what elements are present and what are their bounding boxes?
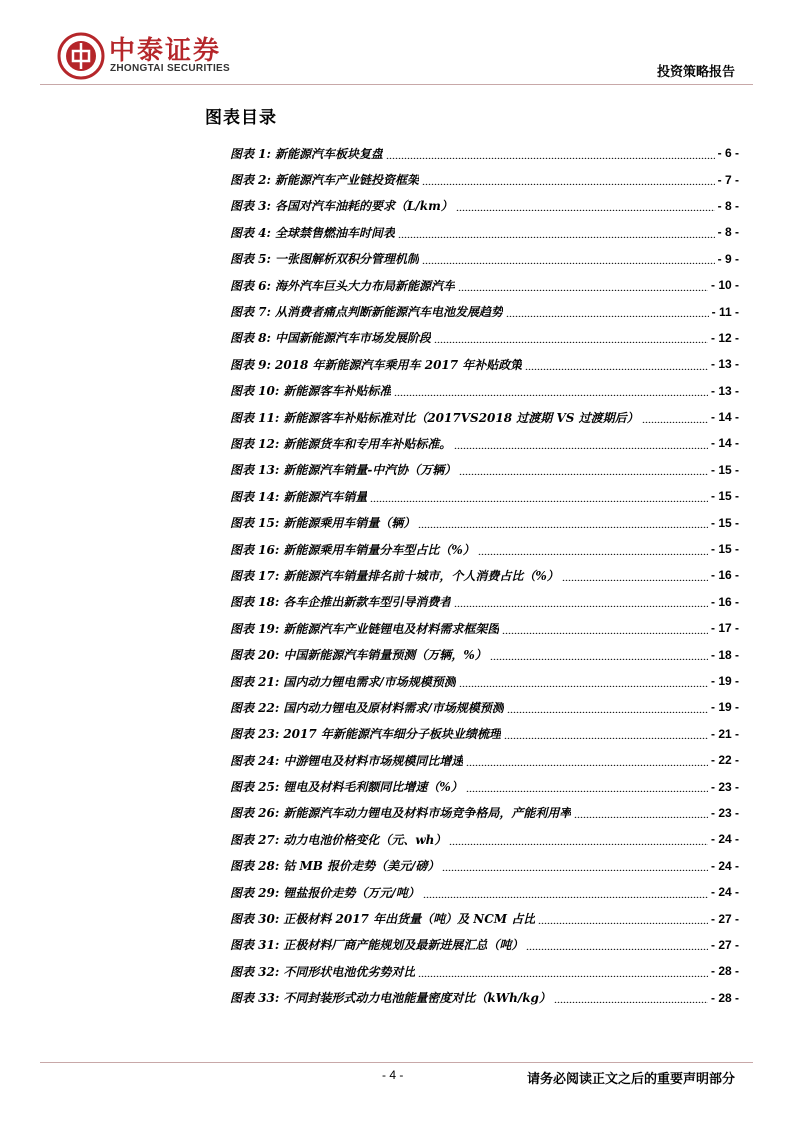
toc-entry-label: 图表 1: (230, 146, 271, 161)
toc-entry-page: - 12 - (710, 330, 739, 345)
toc-entry-page: - 21 - (710, 726, 739, 741)
toc-entry-label: 图表 24: (230, 753, 280, 768)
toc-entry-label: 图表 31: (230, 938, 280, 953)
toc-entry[interactable] (230, 536, 739, 562)
toc-leader-dots (422, 174, 715, 185)
toc-entry-title: 不同形状电池优劣势对比 (283, 964, 416, 979)
toc-leader-dots (459, 464, 708, 475)
toc-leader-dots (423, 887, 708, 898)
toc-entry-page: - 16 - (710, 568, 739, 583)
toc-entry-title: 2018 年新能源汽车乘用车 2017 年补贴政策 (274, 357, 523, 372)
toc-entry[interactable] (230, 773, 739, 799)
toc-entry-label: 图表 20: (230, 648, 280, 663)
toc-entry-label: 图表 23: (230, 727, 280, 742)
toc-entry-page: - 15 - (710, 515, 739, 530)
toc-entry-page: - 18 - (710, 647, 739, 662)
toc-entry-title: 钴 MB 报价走势（美元/磅） (283, 859, 440, 874)
toc-entry[interactable] (230, 298, 739, 324)
toc-entry-label: 图表 10: (230, 384, 280, 399)
toc-entry[interactable] (230, 457, 739, 483)
page-number: - 4 - (382, 1068, 404, 1082)
toc-entry-page: - 6 - (717, 146, 739, 161)
toc-leader-dots (525, 359, 708, 370)
toc-entry-page: - 15 - (710, 542, 739, 557)
toc-leader-dots (554, 992, 708, 1003)
toc-leader-dots (458, 280, 708, 291)
toc-entry-label: 图表 28: (230, 859, 280, 874)
footer-divider (40, 1062, 753, 1063)
toc-entry[interactable] (230, 246, 739, 272)
toc-leader-dots (456, 200, 715, 211)
toc-leader-dots (526, 939, 708, 950)
toc-title: 图表目录 (205, 108, 277, 128)
toc-entry-page: - 17 - (710, 621, 739, 636)
toc-entry-page: - 8 - (717, 225, 739, 240)
toc-entry-label: 图表 25: (230, 780, 280, 795)
toc-entry-page: - 28 - (710, 990, 739, 1005)
toc-entry-title: 锂盐报价走势（万元/吨） (283, 885, 420, 900)
toc-entry-label: 图表 5: (230, 252, 271, 267)
toc-entry-page: - 27 - (710, 937, 739, 952)
toc-entry-title: 新能源汽车产业链投资框架 (274, 173, 419, 188)
toc-entry-title: 中国新能源汽车市场发展阶段 (274, 331, 431, 346)
footer-disclaimer: 请务必阅读正文之后的重要声明部分 (526, 1072, 735, 1087)
toc-entry-title: 新能源客车补贴标准 (283, 384, 392, 399)
toc-entry-page: - 15 - (710, 462, 739, 477)
header-divider (40, 84, 753, 85)
toc-leader-dots (418, 966, 708, 977)
toc-entry[interactable] (230, 378, 739, 404)
toc-entry-title: 新能源货车和专用车补贴标准。 (283, 436, 452, 451)
toc-entry-page: - 14 - (710, 436, 739, 451)
brand-name-en: ZHONGTAI SECURITIES (110, 63, 230, 74)
toc-entry[interactable] (230, 747, 739, 773)
toc-leader-dots (507, 702, 708, 713)
toc-entry-page: - 8 - (717, 198, 739, 213)
zhongtai-logo-icon (57, 32, 105, 80)
toc-entry[interactable] (230, 219, 739, 245)
toc-entry-title: 新能源汽车销量排名前十城市，个人消费占比（%） (283, 568, 559, 583)
toc-entry-page: - 10 - (710, 278, 739, 293)
toc-entry-label: 图表 2: (230, 173, 271, 188)
toc-leader-dots (454, 596, 708, 607)
toc-entry-title: 新能源汽车动力锂电及材料市场竞争格局，产能利用率 (283, 806, 572, 821)
toc-entry-page: - 13 - (710, 383, 739, 398)
toc-leader-dots (394, 385, 708, 396)
toc-leader-dots (442, 860, 708, 871)
toc-entry-label: 图表 11: (230, 410, 280, 425)
toc-entry[interactable] (230, 641, 739, 667)
toc-entry-page: - 15 - (710, 489, 739, 504)
toc-leader-dots (574, 807, 708, 818)
toc-entry[interactable] (230, 272, 739, 298)
toc-entry[interactable] (230, 694, 739, 720)
toc-entry-page: - 27 - (710, 911, 739, 926)
toc-entry-page: - 14 - (710, 410, 739, 425)
toc-entry[interactable] (230, 589, 739, 615)
brand-name-cn: 中泰证券 (109, 36, 222, 66)
toc-leader-dots (418, 517, 708, 528)
toc-leader-dots (449, 834, 708, 845)
toc-entry[interactable] (230, 430, 739, 456)
toc-leader-dots (466, 781, 708, 792)
toc-entry-title: 新能源乘用车销量（辆） (283, 516, 416, 531)
toc-entry-title: 一张图解析双积分管理机制 (274, 252, 419, 267)
toc-entry-title: 从消费者痛点判断新能源汽车电池发展趋势 (274, 305, 503, 320)
toc-entry-label: 图表 21: (230, 674, 280, 689)
toc-leader-dots (370, 491, 708, 502)
toc-leader-dots (642, 412, 708, 423)
toc-entry-page: - 11 - (711, 304, 739, 319)
toc-leader-dots (504, 728, 708, 739)
toc-entry[interactable] (230, 879, 739, 905)
toc-entry-title: 新能源汽车板块复盘 (274, 146, 383, 161)
toc-entry-page: - 22 - (710, 753, 739, 768)
toc-leader-dots (454, 438, 708, 449)
toc-entry-title: 新能源汽车产业链锂电及材料需求框架图 (283, 621, 500, 636)
toc-entry-label: 图表 9: (230, 357, 271, 372)
toc-entry-title: 新能源客车补贴标准对比（2017VS2018 过渡期 VS 过渡期后） (283, 410, 639, 425)
toc-entry-page: - 16 - (710, 594, 739, 609)
toc-entry-title: 国内动力锂电及原材料需求/市场规模预测 (283, 700, 504, 715)
toc-entry-title: 中游锂电及材料市场规模同比增速 (283, 753, 464, 768)
toc-entry-page: - 24 - (710, 832, 739, 847)
toc-leader-dots (490, 649, 708, 660)
toc-entry-label: 图表 18: (230, 595, 280, 610)
toc-entry[interactable] (230, 509, 739, 535)
toc-entry-label: 图表 7: (230, 305, 271, 320)
toc-entry-page: - 9 - (717, 251, 739, 266)
toc-entry-title: 正极材料厂商产能规划及最新进展汇总（吨） (283, 938, 524, 953)
toc-entry-page: - 19 - (710, 674, 739, 688)
toc-entry-page: - 7 - (717, 172, 739, 187)
toc-entry-label: 图表 13: (230, 463, 280, 478)
toc-entry[interactable] (230, 140, 739, 166)
toc-entry[interactable] (230, 826, 739, 852)
toc-entry-page: - 28 - (710, 964, 739, 979)
toc-entry-label: 图表 16: (230, 542, 280, 557)
toc-entry-title: 国内动力锂电需求/市场规模预测 (283, 674, 456, 689)
toc-entry-page: - 23 - (710, 779, 739, 794)
toc-entry-label: 图表 30: (230, 912, 280, 927)
toc-entry-title: 新能源汽车销量 (283, 489, 368, 504)
toc-entry-label: 图表 26: (230, 806, 280, 821)
toc-leader-dots (538, 913, 708, 924)
toc-entry[interactable] (230, 483, 739, 509)
toc-entry-title: 不同封装形式动力电池能量密度对比（kWh/kg） (283, 991, 551, 1006)
toc-entry[interactable] (230, 800, 739, 826)
toc-entry[interactable] (230, 325, 739, 351)
toc-entry-title: 动力电池价格变化（元、wh） (283, 832, 447, 847)
toc-entry[interactable] (230, 193, 739, 219)
toc-list (230, 140, 739, 1011)
toc-entry[interactable] (230, 351, 739, 377)
toc-leader-dots (459, 676, 708, 687)
toc-entry[interactable] (230, 853, 739, 879)
toc-entry-label: 图表 15: (230, 516, 280, 531)
toc-leader-dots (478, 544, 708, 555)
toc-leader-dots (422, 253, 715, 264)
toc-entry[interactable] (230, 615, 739, 641)
toc-entry-label: 图表 32: (230, 964, 280, 979)
toc-entry-title: 各车企推出新款车型引导消费者 (283, 595, 452, 610)
toc-entry-page: - 13 - (710, 357, 739, 372)
toc-entry-label: 图表 6: (230, 278, 271, 293)
report-type: 投资策略报告 (656, 65, 735, 80)
toc-entry-page: - 19 - (710, 700, 739, 715)
toc-entry[interactable] (230, 932, 739, 958)
toc-entry[interactable] (230, 562, 739, 588)
toc-entry-label: 图表 3: (230, 199, 271, 214)
toc-entry-label: 图表 29: (230, 885, 280, 900)
toc-entry-label: 图表 27: (230, 832, 280, 847)
toc-leader-dots (398, 227, 715, 238)
toc-entry-title: 中国新能源汽车销量预测（万辆，%） (283, 648, 487, 663)
toc-entry[interactable] (230, 404, 739, 430)
toc-leader-dots (562, 570, 708, 581)
toc-leader-dots (506, 306, 709, 317)
toc-leader-dots (434, 332, 708, 343)
toc-entry-title: 2017 年新能源汽车细分子板块业绩梳理 (283, 727, 501, 742)
toc-leader-dots (502, 623, 708, 634)
toc-entry-label: 图表 22: (230, 700, 280, 715)
toc-entry-page: - 24 - (710, 858, 739, 873)
toc-entry[interactable] (230, 958, 739, 984)
toc-entry[interactable] (230, 668, 739, 694)
toc-entry-label: 图表 4: (230, 225, 271, 240)
toc-entry-title: 海外汽车巨头大力布局新能源汽车 (274, 278, 455, 293)
toc-leader-dots (386, 148, 715, 159)
toc-entry-label: 图表 12: (230, 436, 280, 451)
toc-entry-title: 正极材料 2017 年出货量（吨）及 NCM 占比 (283, 912, 536, 927)
toc-entry-title: 各国对汽车油耗的要求（L/km） (274, 199, 453, 214)
toc-entry[interactable] (230, 905, 739, 931)
toc-entry[interactable] (230, 985, 739, 1011)
toc-entry-label: 图表 33: (230, 991, 280, 1006)
toc-leader-dots (466, 755, 708, 766)
toc-entry-title: 锂电及材料毛利额同比增速（%） (283, 780, 463, 795)
toc-entry[interactable] (230, 721, 739, 747)
toc-entry-title: 新能源汽车销量-中汽协（万辆） (283, 463, 457, 478)
toc-entry-title: 全球禁售燃油车时间表 (274, 225, 395, 240)
toc-entry-label: 图表 14: (230, 489, 280, 504)
toc-entry-title: 新能源乘用车销量分车型占比（%） (283, 542, 475, 557)
toc-entry-label: 图表 19: (230, 621, 280, 636)
toc-entry-label: 图表 17: (230, 568, 280, 583)
toc-entry-page: - 23 - (710, 805, 739, 820)
toc-entry-label: 图表 8: (230, 331, 271, 346)
toc-entry-page: - 24 - (710, 885, 739, 900)
toc-entry[interactable] (230, 166, 739, 192)
